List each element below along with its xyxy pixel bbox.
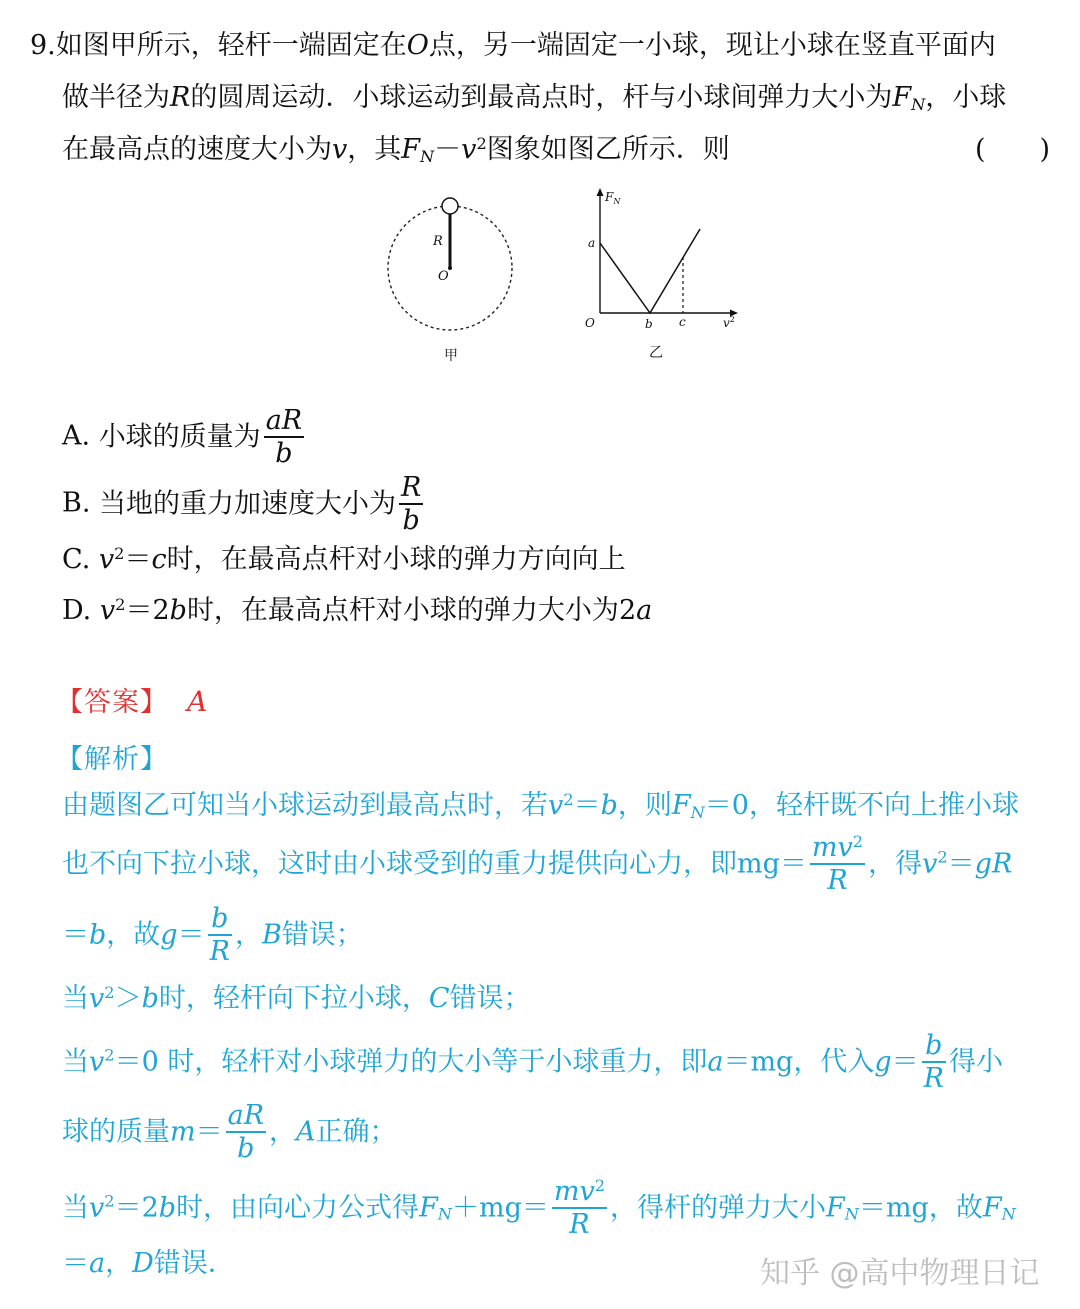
- analysis-fraction-b-r: $\frac{b}{R}$: [209, 903, 230, 968]
- analysis-fraction-b-r-2: $\frac{b}{R}$: [923, 1030, 944, 1095]
- tick-label-b: b: [645, 317, 653, 331]
- option-b-fraction: $\frac{R}{b}$: [401, 472, 422, 537]
- watermark: 知乎 @高中物理日记: [760, 1256, 1040, 1291]
- question-line-3: 在最高点的速度大小为v，其$F_N-v^2$图象如图乙所示．则: [62, 134, 730, 167]
- caption-jia: 甲: [444, 348, 458, 364]
- option-a-fraction: $\frac{aR}{b}$: [265, 405, 303, 470]
- analysis-line-6: 球的质量m＝ $\frac{aR}{b}$ ，A正确；: [62, 1100, 397, 1165]
- answer-bracket: ( ): [975, 134, 1051, 165]
- ball: [442, 198, 458, 214]
- option-b: B. 当地的重力加速度大小为 $\frac{R}{b}$: [62, 472, 422, 537]
- analysis-fraction-mv2-r: $\frac{mv^2}{R}$: [811, 832, 864, 897]
- analysis-fraction-mv2-r-2: $\frac{mv^2}{R}$: [553, 1176, 606, 1241]
- tick-label-c: c: [679, 315, 686, 329]
- figure-jia: [380, 190, 530, 370]
- option-a: A. 小球的质量为 $\frac{aR}{b}$: [62, 405, 303, 470]
- answer-line: [56, 680, 208, 719]
- analysis-line-4: 当$v^2>b$时，轻杆向下拉小球，C错误；: [62, 983, 531, 1014]
- label-O: O: [438, 269, 449, 284]
- analysis-line-2: 也不向下拉小球，这时由小球受到的重力提供向心力，即mg＝ $\frac{mv^2}{R}$ ，得$v^2=gR$: [62, 832, 1013, 897]
- option-d: D. $v^2=2b$时，在最高点杆对小球的弹力大小为2a: [62, 595, 653, 626]
- label-R: R: [433, 234, 443, 249]
- origin-label: O: [585, 316, 595, 330]
- tick-label-a: a: [588, 236, 596, 250]
- answer-label: 【答案】: [56, 687, 168, 718]
- analysis-line-3: ＝b，故g＝ $\frac{b}{R}$ ，B错误；: [62, 903, 363, 968]
- y-axis-label: $F_N$: [605, 190, 621, 206]
- answer-value: A: [187, 685, 209, 718]
- analysis-label: 【解析】: [56, 744, 168, 775]
- y-axis-arrow: [597, 188, 604, 196]
- fn-line: [600, 229, 700, 313]
- caption-yi: 乙: [649, 345, 663, 361]
- option-c: C. $v^2=c$时，在最高点杆对小球的弹力方向向上: [62, 544, 626, 575]
- analysis-line-7: 当$v^2=2b$时，由向心力公式得$F_N+mg=$ $\frac{mv^2}{R}$ ，得杆的弹力大小$F_N=mg$，故$F_N$: [62, 1176, 1016, 1241]
- question-number: 9.: [30, 30, 56, 61]
- analysis-line-8: ＝a，D错误．: [62, 1248, 235, 1279]
- figure-yi: [575, 185, 750, 370]
- analysis-line-5: 当$v^2=0$ 时，轻杆对小球弹力的大小等于小球重力，即a＝mg，代入g＝ $\frac{b}{R}$ 得小: [62, 1030, 1003, 1095]
- analysis-fraction-ar-b: $\frac{aR}{b}$: [227, 1100, 265, 1165]
- question-line-1: 9.如图甲所示，轻杆一端固定在O点，另一端固定一小球，现让小球在竖直平面内: [30, 30, 996, 61]
- analysis-line-1: 由题图乙可知当小球运动到最高点时，若$v^2=b$，则$F_N=0$，轻杆既不向上推小球: [62, 790, 1019, 823]
- x-axis-label: $v^2$: [723, 315, 735, 330]
- question-line-2: 做半径为R的圆周运动．小球运动到最高点时，杆与小球间弹力大小为$F_N$，小球: [62, 82, 1007, 115]
